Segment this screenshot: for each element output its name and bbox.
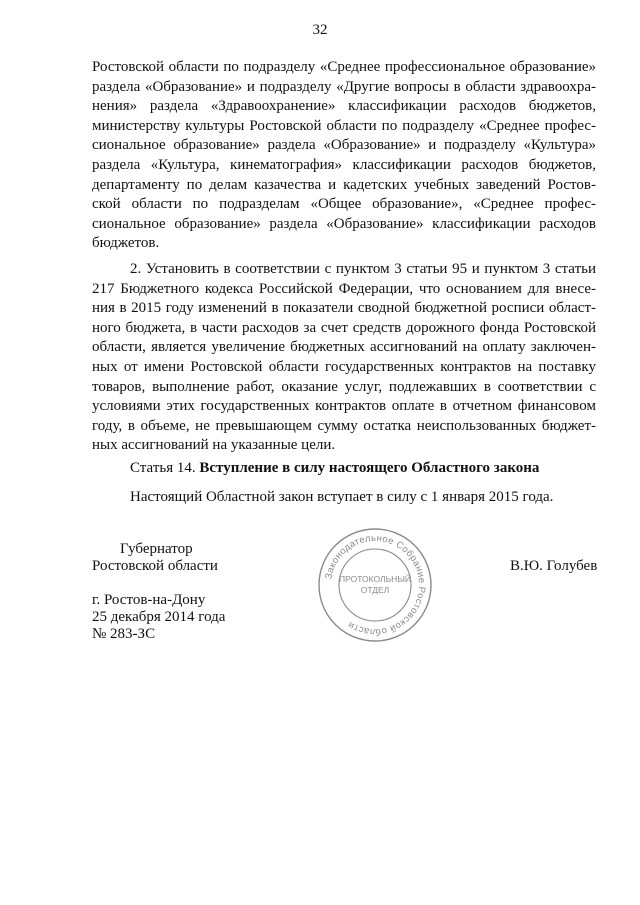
- text-line: сиональное образование» раздела «Образование» классификации расходов: [92, 215, 596, 232]
- text-line: 2. Установить в соответствии с пунктом 3 статьи 95 и пунктом 3 статьи: [130, 260, 596, 277]
- signatory-region: Ростовской области: [92, 558, 218, 574]
- text-line: раздела «Культура, кинематография» классификации расходов бюджетов,: [92, 156, 596, 173]
- text-line: министерству культуры Ростовской области по подразделу «Среднее профес-: [92, 117, 596, 134]
- text-line: 217 Бюджетного кодекса Российской Федерации, что основанием для внесе-: [92, 280, 596, 297]
- text-line: департаменту по делам казачества и кадетских учебных заведений Ростов-: [92, 176, 596, 193]
- text-line: нения» раздела «Здравоохранение» классификации расходов бюджетов,: [92, 98, 596, 115]
- official-stamp: [316, 526, 434, 644]
- law-number: № 283-ЗС: [92, 626, 156, 642]
- text-line: ской области по подразделам «Общее образование», «Среднее профес-: [92, 196, 596, 213]
- text-line: сиональное образование» раздела «Образование» и подразделу «Культура»: [92, 137, 596, 154]
- stamp-inner-line-1: ПРОТОКОЛЬНЫЙ: [339, 574, 411, 584]
- date: 25 декабря 2014 года: [92, 609, 226, 625]
- paragraph-2: [92, 260, 596, 456]
- text-line: Ростовской области по подразделу «Среднее профессиональное образование»: [92, 59, 596, 75]
- signatory-title: Губернатор: [120, 541, 193, 557]
- text-line: году, в объеме, не превышающем сумму остатка неиспользованных бюджет-: [92, 417, 596, 434]
- text-line: области, является увеличение бюджетных ассигнований на оплату заключен-: [92, 339, 596, 356]
- text-line: условиями этих государственных контрактов оплате в отчетном финансовом: [92, 398, 596, 415]
- article-heading: [130, 460, 539, 477]
- text-line: ного бюджета, в части расходов за счет средств дорожного фонда Ростовской: [92, 319, 596, 336]
- text-line: ния в 2015 году изменений в показатели сводной бюджетной росписи област-: [92, 300, 596, 317]
- text-line: ных от имени Ростовской области государственных контрактов на поставку: [92, 358, 596, 375]
- article-text: Настоящий Областной закон вступает в силу с 1 января 2015 года.: [130, 489, 554, 505]
- place-and-date: [92, 592, 225, 643]
- stamp-inner-line-2: ОТДЕЛ: [360, 585, 390, 595]
- signatory-name: В.Ю. Голубев: [510, 558, 598, 574]
- stamp-seal-icon: [316, 526, 434, 644]
- page-number: 32: [312, 22, 328, 38]
- article-title: Вступление в силу настоящего Областного закона: [199, 460, 540, 476]
- paragraph-1: [92, 58, 596, 254]
- text-line: товаров, выполнение работ, оказание услуг, подлежавших в соответствии с: [92, 378, 596, 395]
- stamp-ring-text: Законодательное Собрание Ростовской области: [323, 532, 428, 638]
- main-text: [92, 58, 596, 456]
- city: г. Ростов-на-Дону: [92, 592, 206, 608]
- text-line: бюджетов.: [92, 235, 160, 252]
- text-line: раздела «Образование» и подразделу «Другие вопросы в области здравоохра-: [92, 78, 596, 95]
- article-number: Статья 14.: [130, 460, 196, 476]
- text-line: ных ассигнований на указанные цели.: [92, 437, 336, 454]
